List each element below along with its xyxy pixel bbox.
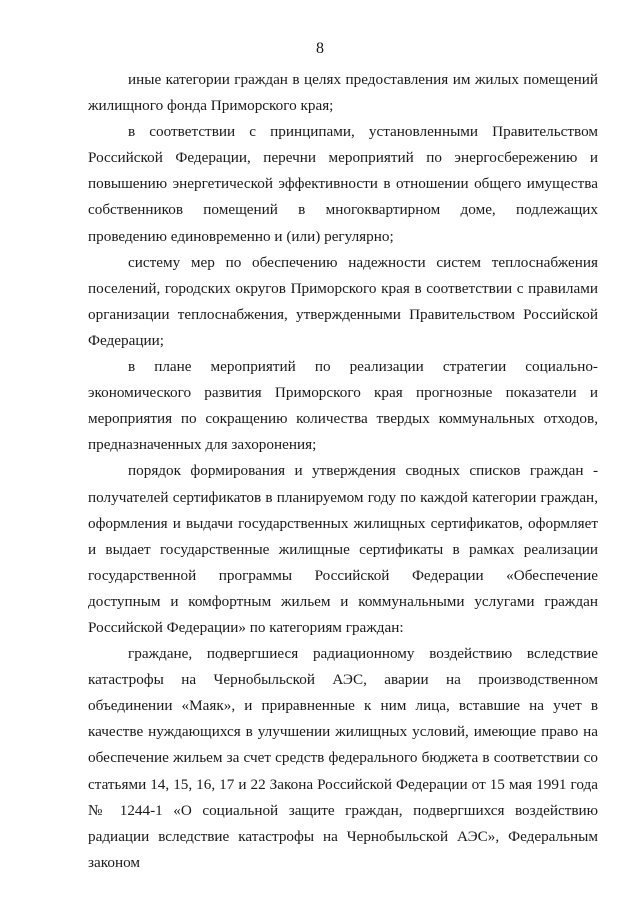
page-number: 8 — [316, 40, 324, 57]
paragraph-other-categories: иные категории граждан в целях предоставления им жилых помещений жилищного фонда Приморского края; — [88, 71, 598, 115]
paragraph-waste-reduction: в плане мероприятий по реализации стратегии социально-экономического развития Приморского края прогнозные показатели и мероприятия по сокращению количества твердых коммунальных отходов, предназначенных для захоронения; — [88, 358, 598, 454]
paragraph-housing-certificates: порядок формирования и утверждения сводных списков граждан - получателей сертификатов в планируемом году по каждой категории граждан, оформления и выдачи государственных жилищных сертификатов, оформляет и выдает государственные жилищные сертификаты в рамках реализации государственной программы Российской Федерации «Обеспечение доступным и комфортным жильем и коммунальными услугами граждан Российской Федерации» по категориям граждан: — [88, 462, 598, 636]
paragraph-energy-saving: в соответствии с принципами, установленными Правительством Российской Федерации, перечни мероприятий по энергосбережению и повышению энергетической эффективности в отношении общего имущества собственников помещений в многоквартирном доме, подлежащих проведению единовременно и (или) регулярно; — [88, 123, 598, 245]
paragraph-heat-supply: систему мер по обеспечению надежности систем теплоснабжения поселений, городских округов Приморского края в соответствии с правилами организации теплоснабжения, утвержденными Правительством Российской Федерации; — [88, 253, 598, 349]
paragraph-chernobyl-citizens: граждане, подвергшиеся радиационному воздействию вследствие катастрофы на Чернобыльской АЭС, аварии на производственном объединении «Маяк», и приравненные к ним лица, вставшие на учет в качестве нуждающихся в улучшении жилищных условий, имеющие право на обеспечение жильем за счет средств федерального бюджета в соответствии со статьями 14, 15, 16, 17 и 22 Закона Российской Федерации от 15 мая 1991 года № 1244-1 «О социальной защите граждан, подвергшихся воздействию радиации вследствие катастрофы на Чернобыльской АЭС», Федеральным законом — [88, 645, 598, 871]
document-body — [88, 67, 598, 876]
